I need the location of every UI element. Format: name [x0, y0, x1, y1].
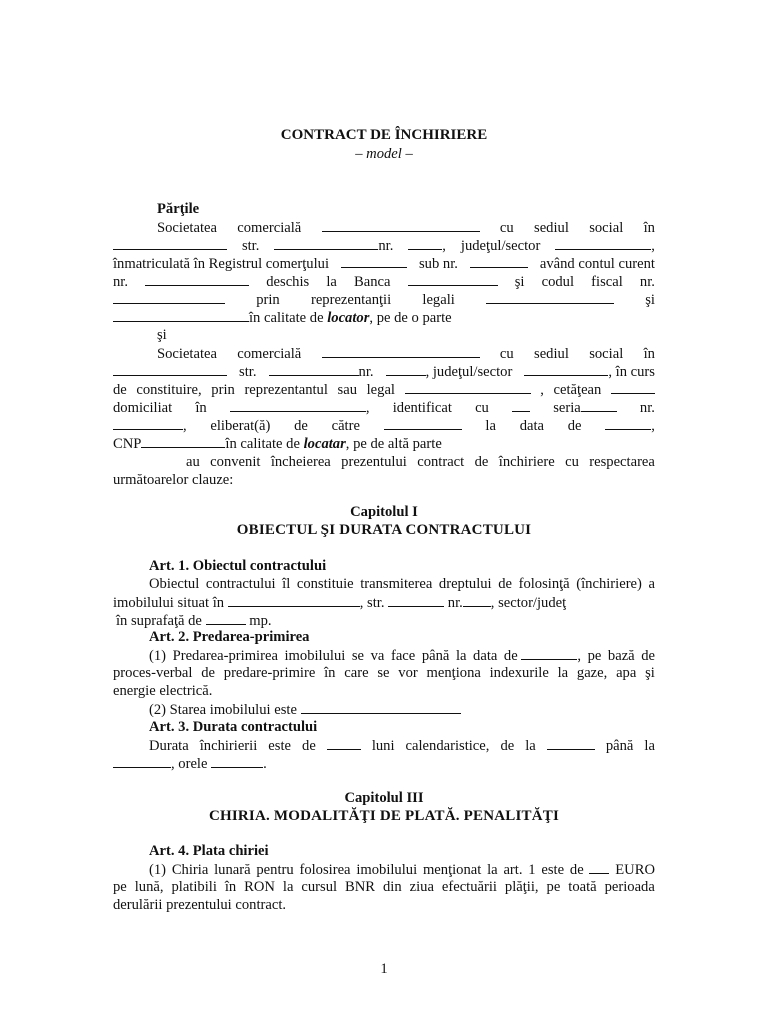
blank-field: [145, 273, 249, 286]
art2-line-2: proces-verbal de predare-primire în care se vor menţiona indexurile la gaze, apa şi: [113, 665, 655, 681]
chapter-1-title: OBIECTUL ŞI DURATA CONTRACTULUI: [236, 522, 532, 538]
blank-field: [327, 737, 361, 750]
art4-line-1: (1) Chiria lunară pentru folosirea imobilului menţionat la art. 1 este de EURO: [149, 862, 655, 878]
art1-heading: Art. 1. Obiectul contractului: [149, 558, 327, 574]
intro-line-1: au convenit încheierea prezentului contract de închiriere cu respectarea: [186, 454, 655, 470]
party2-line-3: de constituire, prin reprezentantul sau legal , cetăţean: [113, 381, 655, 399]
blank-field: [547, 737, 595, 750]
blank-field: [386, 363, 426, 376]
blank-field: [301, 701, 461, 714]
party1-line-6: în calitate de locator, pe de o parte: [113, 309, 452, 327]
blank-field: [206, 612, 246, 625]
blank-field: [408, 273, 498, 286]
blank-field: [521, 647, 577, 660]
art2-heading: Art. 2. Predarea-primirea: [149, 629, 310, 645]
art4-line-2: pe lună, platibili în RON la cursul BNR din ziua efectuării plăţii, pe toată perioada: [113, 879, 655, 895]
blank-field: [211, 755, 263, 768]
blank-field: [113, 309, 249, 322]
chapter-3-label: Capitolul III: [344, 790, 424, 806]
party2-line-2: str. nr. , judeţul/sector , în curs: [113, 363, 655, 381]
blank-field: [611, 381, 655, 394]
blank-field: [384, 417, 462, 430]
blank-field: [405, 381, 531, 394]
blank-field: [605, 417, 651, 430]
blank-field: [581, 399, 617, 412]
blank-field: [470, 255, 528, 268]
locator-term: locator: [327, 310, 370, 326]
blank-field: [486, 291, 614, 304]
blank-field: [512, 399, 530, 412]
party1-line-1: Societatea comercială cu sediul social în: [157, 220, 655, 236]
art1-line-2: imobilului situat în , str. nr. , sector/judeţ: [113, 595, 567, 611]
blank-field: [228, 594, 360, 607]
art2-line-3: energie electrică.: [113, 683, 213, 699]
blank-field: [322, 219, 480, 232]
page-number: 1: [380, 961, 388, 977]
art2-line-1: (1) Predarea-primirea imobilului se va face până la data de , pe bază de: [149, 648, 655, 664]
art4-line-3: derulării prezentului contract.: [113, 897, 287, 913]
art3-heading: Art. 3. Durata contractului: [149, 719, 318, 735]
chapter-3-title: CHIRIA. MODALITĂŢI DE PLATĂ. PENALITĂŢI: [208, 808, 560, 824]
party2-line-1: Societatea comercială cu sediul social în: [157, 346, 655, 362]
blank-field: [524, 363, 608, 376]
blank-field: [269, 363, 359, 376]
party1-line-3: înmatriculată în Registrul comerţului sub nr. având contul curent: [113, 256, 655, 272]
conjunction-si: şi: [157, 327, 167, 343]
blank-field: [113, 755, 171, 768]
document-subtitle: – model –: [355, 146, 413, 162]
chapter-1-label: Capitolul I: [350, 504, 418, 520]
intro-line-2: următoarelor clauze:: [113, 472, 234, 488]
party1-line-2: str. nr. , judeţul/sector ,: [113, 237, 655, 255]
art1-line-1: Obiectul contractului îl constituie transmiterea dreptului de folosinţă (închiriere) a: [149, 576, 655, 592]
art3-line-2: , orele .: [113, 755, 267, 773]
party1-line-4: nr. deschis la Banca şi codul fiscal nr.: [113, 274, 655, 290]
party2-line-5: , eliberat(ă) de către la data de ,: [113, 417, 655, 435]
blank-field: [113, 291, 225, 304]
locatar-term: locatar: [303, 436, 346, 452]
party2-line-6: CNP în calitate de locatar, pe de altă parte: [113, 436, 442, 452]
art1-line-3: în suprafaţă de mp.: [116, 613, 272, 629]
blank-field: [463, 594, 491, 607]
art2-line-4: (2) Starea imobilului este: [149, 701, 461, 719]
blank-field: [388, 594, 444, 607]
blank-field: [408, 237, 442, 250]
blank-field: [141, 435, 225, 448]
blank-field: [589, 861, 609, 874]
blank-field: [341, 255, 407, 268]
blank-field: [274, 237, 378, 250]
blank-field: [555, 237, 651, 250]
party1-line-5: prin reprezentanţii legali şi: [113, 291, 655, 309]
blank-field: [322, 345, 480, 358]
blank-field: [113, 363, 227, 376]
blank-field: [113, 417, 183, 430]
blank-field: [113, 237, 227, 250]
art4-heading: Art. 4. Plata chiriei: [149, 843, 269, 859]
art3-line-1: Durata închirierii este de luni calendaristice, de la până la: [149, 738, 655, 754]
section-heading-partile: Părţile: [157, 201, 200, 217]
document-title: CONTRACT DE ÎNCHIRIERE: [280, 127, 488, 143]
blank-field: [230, 399, 366, 412]
party2-line-4: domiciliat în , identificat cu seria nr.: [113, 400, 655, 416]
